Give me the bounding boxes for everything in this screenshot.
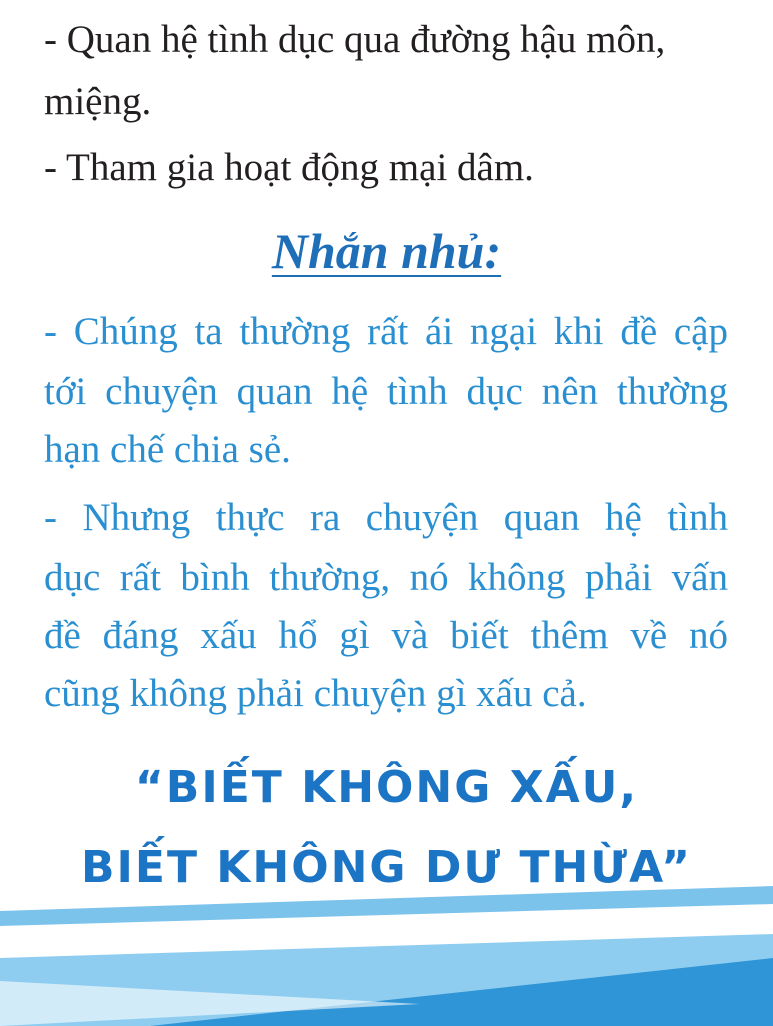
advice-2-line-4: cũng không phải chuyện gì xấu cả. [44,672,587,715]
intro-line-3: - Tham gia hoạt động mại dâm. [44,146,534,189]
advice-1-line-1: - Chúng ta thường rất ái ngại khi đề cập [44,310,728,353]
reminder-heading-text: Nhắn nhủ: [271,223,502,279]
reminder-heading [0,223,773,279]
intro-line-2: miệng. [44,80,152,123]
advice-2-line-1: - Nhưng thực ra chuyện quan hệ tình [44,496,728,539]
advice-1-line-2: tới chuyện quan hệ tình dục nên thường [44,370,728,413]
advice-2-line-3: đề đáng xấu hổ gì và biết thêm về nó [44,614,728,657]
slogan-line-1: “BIẾT KHÔNG XẤU, [134,762,639,813]
advice-2-line-2: dục rất bình thường, nó không phải vấn [44,556,728,599]
intro-line-1: - Quan hệ tình dục qua đường hậu môn, [44,18,666,61]
decorative-wave [0,886,773,1026]
advice-1-line-3: hạn chế chia sẻ. [44,428,291,471]
slogan-line-2: BIẾT KHÔNG DƯ THỪA” [80,842,692,893]
